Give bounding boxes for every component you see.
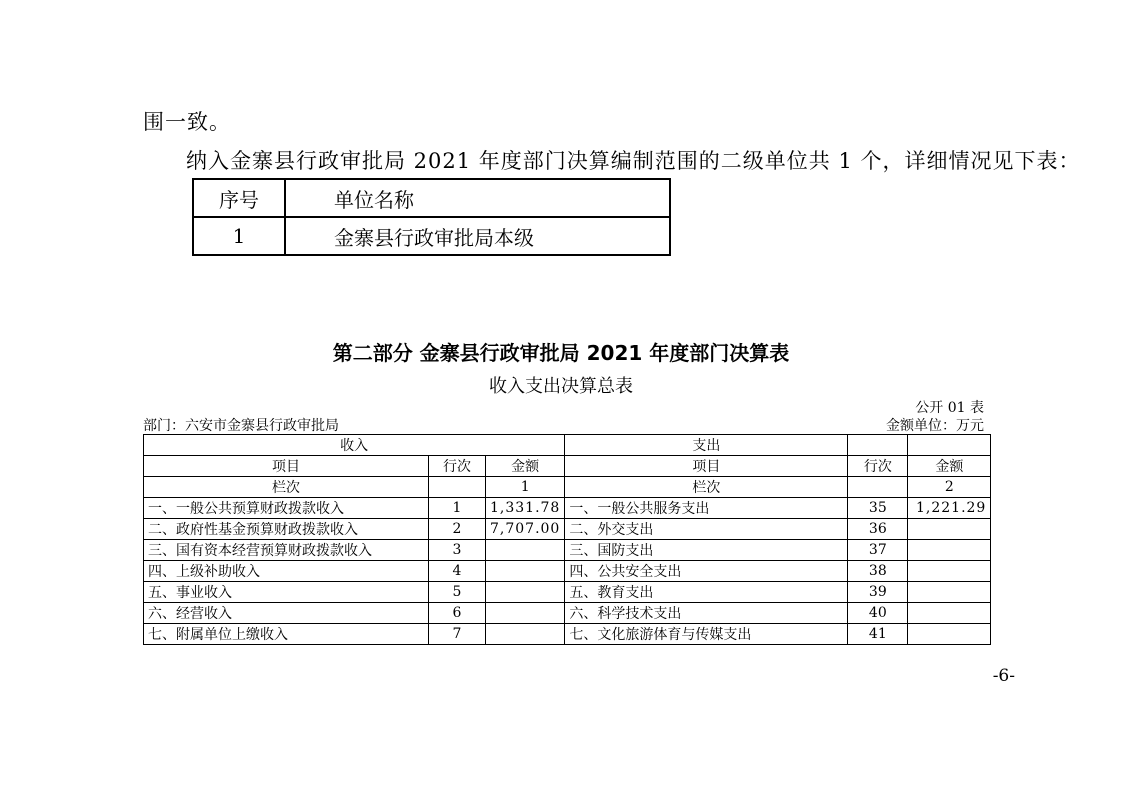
expense-group-header: 支出 [565, 435, 848, 456]
empty-cell [848, 435, 908, 456]
income-row-number: 2 [429, 519, 486, 540]
table-row [144, 519, 991, 540]
column-number-row [144, 477, 991, 498]
unit-header-name: 单位名称 [285, 179, 670, 217]
page-number: -6- [992, 666, 1015, 686]
expense-row-number: 37 [848, 540, 908, 561]
column-header-row [144, 456, 991, 477]
income-amount: 1,331.78 [486, 498, 565, 519]
income-item-header: 项目 [144, 456, 429, 477]
expense-amount [908, 624, 991, 645]
income-row-number: 4 [429, 561, 486, 582]
income-row-number: 5 [429, 582, 486, 603]
empty-cell [848, 477, 908, 498]
expense-item: 六、科学技术支出 [565, 603, 848, 624]
table-row [144, 540, 991, 561]
income-group-header: 收入 [144, 435, 565, 456]
expense-column-label: 栏次 [565, 477, 848, 498]
expense-item: 一、一般公共服务支出 [565, 498, 848, 519]
empty-cell [429, 477, 486, 498]
expense-row-number: 40 [848, 603, 908, 624]
table-row [144, 561, 991, 582]
income-amount [486, 624, 565, 645]
income-amount [486, 540, 565, 561]
unit-seq: 1 [193, 217, 285, 255]
unit-header-seq: 序号 [193, 179, 285, 217]
expense-amount [908, 582, 991, 603]
income-amount [486, 603, 565, 624]
income-row-number: 3 [429, 540, 486, 561]
income-item: 五、事业收入 [144, 582, 429, 603]
department-label: 部门：六安市金寨县行政审批局 [143, 418, 339, 434]
expense-amount [908, 540, 991, 561]
expense-column-number: 2 [908, 477, 991, 498]
expense-item: 五、教育支出 [565, 582, 848, 603]
expense-row-number: 41 [848, 624, 908, 645]
expense-row-number: 35 [848, 498, 908, 519]
income-amount: 7,707.00 [486, 519, 565, 540]
income-item: 一、一般公共预算财政拨款收入 [144, 498, 429, 519]
unit-table-header [193, 179, 670, 217]
income-item: 三、国有资本经营预算财政拨款收入 [144, 540, 429, 561]
income-column-number: 1 [486, 477, 565, 498]
expense-row-number: 36 [848, 519, 908, 540]
income-amount [486, 582, 565, 603]
table-row [144, 603, 991, 624]
income-row-number: 7 [429, 624, 486, 645]
amount-unit-label: 金额单位：万元 [886, 418, 984, 434]
table-row [144, 624, 991, 645]
income-amount [486, 561, 565, 582]
form-number: 公开 01 表 [915, 400, 984, 416]
intro-line-1: 围一致。 [143, 110, 231, 134]
expense-amount [908, 561, 991, 582]
empty-cell [908, 435, 991, 456]
income-column-label: 栏次 [144, 477, 429, 498]
table-row [144, 582, 991, 603]
income-row-number: 1 [429, 498, 486, 519]
unit-table [192, 178, 671, 256]
expense-item: 四、公共安全支出 [565, 561, 848, 582]
income-item: 四、上级补助收入 [144, 561, 429, 582]
unit-table-row [193, 217, 670, 255]
income-item: 六、经营收入 [144, 603, 429, 624]
expense-item: 七、文化旅游体育与传媒支出 [565, 624, 848, 645]
income-item: 七、附属单位上缴收入 [144, 624, 429, 645]
group-header-row [144, 435, 991, 456]
income-amount-header: 金额 [486, 456, 565, 477]
income-row-header: 行次 [429, 456, 486, 477]
expense-row-header: 行次 [848, 456, 908, 477]
expense-amount [908, 603, 991, 624]
expense-amount [908, 519, 991, 540]
expense-row-number: 39 [848, 582, 908, 603]
expense-item-header: 项目 [565, 456, 848, 477]
expense-item: 二、外交支出 [565, 519, 848, 540]
income-item: 二、政府性基金预算财政拨款收入 [144, 519, 429, 540]
section-subtitle: 收入支出决算总表 [489, 376, 633, 397]
expense-amount: 1,221.29 [908, 498, 991, 519]
intro-line-2: 纳入金寨县行政审批局 2021 年度部门决算编制范围的二级单位共 1 个，详细情况见下表： [186, 149, 1081, 173]
expense-row-number: 38 [848, 561, 908, 582]
income-expense-table [143, 434, 991, 645]
expense-item: 三、国防支出 [565, 540, 848, 561]
table-row [144, 498, 991, 519]
expense-amount-header: 金额 [908, 456, 991, 477]
table-body [144, 498, 991, 645]
section-title: 第二部分 金寨县行政审批局 2021 年度部门决算表 [332, 341, 790, 365]
income-row-number: 6 [429, 603, 486, 624]
unit-name: 金寨县行政审批局本级 [285, 217, 670, 255]
